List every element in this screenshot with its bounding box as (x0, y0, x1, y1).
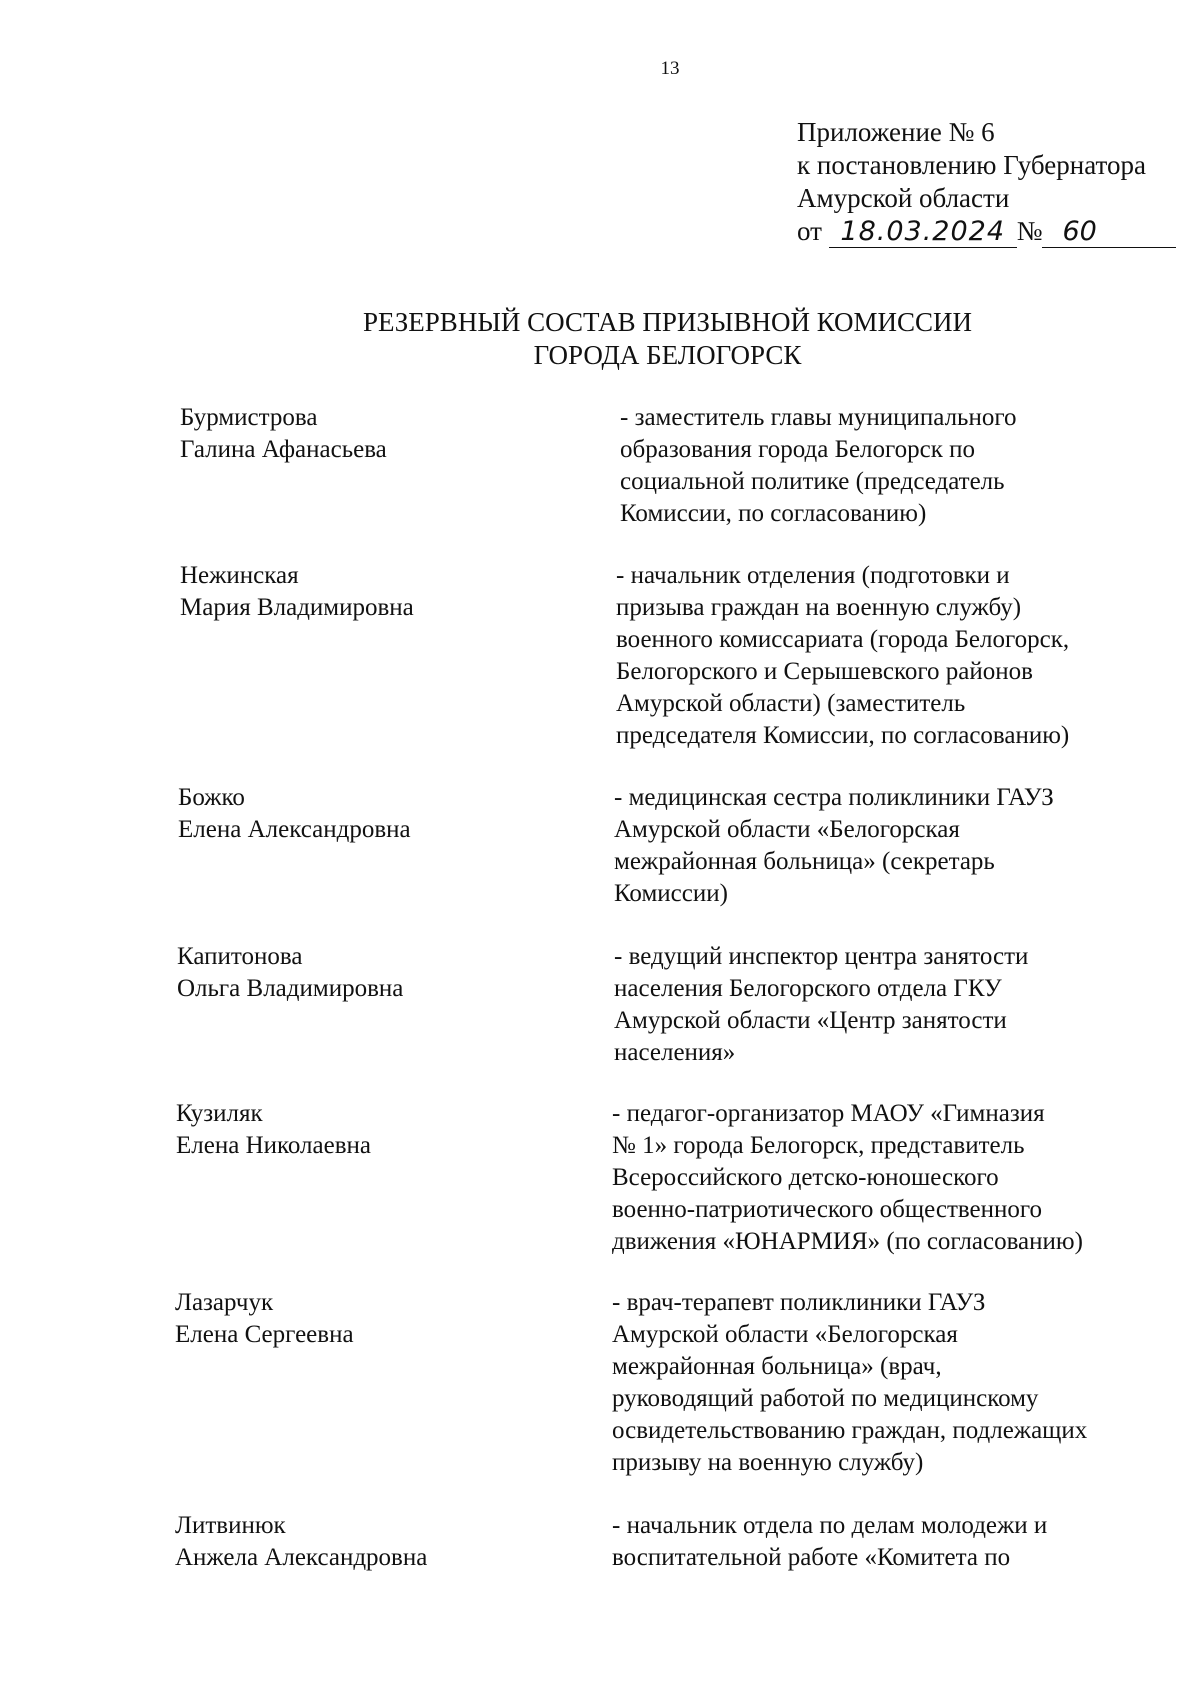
role-line: Белогорского и Серышевского районов (616, 658, 1033, 685)
document-title (0, 306, 1200, 372)
role-line: Амурской области «Центр занятости (614, 1007, 1007, 1034)
date-prefix: от (797, 216, 822, 246)
role-line: Амурской области «Белогорская (614, 816, 960, 843)
member-role (620, 402, 1160, 530)
member-name (177, 941, 517, 1005)
role-line: движения «ЮНАРМИЯ» (по согласованию) (612, 1228, 1083, 1255)
member-given-name: Ольга Владимировна (177, 975, 404, 1002)
page-number: 13 (660, 58, 680, 79)
attachment-line-3: Амурской области (797, 183, 1010, 213)
role-line: социальной политике (председатель (620, 468, 1005, 495)
role-line: Комиссии, по согласованию) (620, 500, 927, 527)
member-role (614, 941, 1154, 1069)
role-line: Амурской области) (заместитель (616, 690, 966, 717)
role-line: призыву на военную службу) (612, 1449, 924, 1476)
member-name (180, 560, 520, 624)
member-name (180, 402, 520, 466)
role-line: Амурской области «Белогорская (612, 1321, 958, 1348)
member-surname: Лазарчук (175, 1289, 274, 1316)
member-name (175, 1287, 515, 1351)
role-line: - медицинская сестра поликлиники ГАУЗ (614, 784, 1054, 811)
role-line: военного комиссариата (города Белогорск, (616, 626, 1070, 653)
member-given-name: Елена Николаевна (176, 1132, 371, 1159)
role-line: - педагог-организатор МАОУ «Гимназия (612, 1100, 1045, 1127)
member-surname: Литвинюк (175, 1512, 286, 1539)
role-line: освидетельствованию граждан, подлежащих (612, 1417, 1088, 1444)
role-line: призыва граждан на военную службу) (616, 594, 1022, 621)
role-line: председателя Комиссии, по согласованию) (616, 722, 1070, 749)
attachment-date-line (797, 215, 1176, 248)
member-given-name: Елена Александровна (178, 816, 411, 843)
member-name (178, 782, 518, 846)
member-given-name: Галина Афанасьева (180, 436, 387, 463)
role-line: - начальник отделения (подготовки и (616, 562, 1010, 589)
title-line-2: ГОРОДА БЕЛОГОРСК (533, 340, 802, 370)
role-line: населения Белогорского отдела ГКУ (614, 975, 1002, 1002)
member-given-name: Анжела Александровна (175, 1544, 428, 1571)
role-line: - начальник отдела по делам молодежи и (612, 1512, 1048, 1539)
number-prefix: № (1016, 216, 1043, 246)
member-role (614, 782, 1154, 910)
handwritten-date: 18.03.2024 (829, 217, 1017, 248)
member-surname: Бурмистрова (180, 404, 318, 431)
role-line: военно-патриотического общественного (612, 1196, 1043, 1223)
role-line: межрайонная больница» (секретарь (614, 848, 995, 875)
member-role (612, 1510, 1152, 1574)
attachment-line-1: Приложение № 6 (797, 117, 995, 147)
role-line: - врач-терапевт поликлиники ГАУЗ (612, 1289, 986, 1316)
role-line: - заместитель главы муниципального (620, 404, 1017, 431)
member-role (616, 560, 1156, 752)
member-surname: Капитонова (177, 943, 303, 970)
role-line: Комиссии) (614, 880, 728, 907)
member-surname: Божко (178, 784, 245, 811)
role-line: образования города Белогорск по (620, 436, 976, 463)
role-line: Всероссийского детско-юношеского (612, 1164, 999, 1191)
title-line-1: РЕЗЕРВНЫЙ СОСТАВ ПРИЗЫВНОЙ КОМИССИИ (362, 307, 973, 337)
member-role (612, 1287, 1152, 1479)
role-line: - ведущий инспектор центра занятости (614, 943, 1029, 970)
role-line: межрайонная больница» (врач, (612, 1353, 942, 1380)
member-given-name: Елена Сергеевна (175, 1321, 354, 1348)
member-name (176, 1098, 516, 1162)
member-name (175, 1510, 515, 1574)
role-line: руководящий работой по медицинскому (612, 1385, 1039, 1412)
member-surname: Нежинская (180, 562, 299, 589)
member-surname: Кузиляк (176, 1100, 263, 1127)
member-given-name: Мария Владимировна (180, 594, 414, 621)
role-line: воспитательной работе «Комитета по (612, 1544, 1011, 1571)
attachment-line-2: к постановлению Губернатора (797, 150, 1146, 180)
handwritten-number: 60 (1042, 217, 1176, 248)
role-line: № 1» города Белогорск, представитель (612, 1132, 1025, 1159)
member-role (612, 1098, 1152, 1258)
attachment-header (797, 116, 1176, 248)
role-line: населения» (614, 1039, 736, 1066)
